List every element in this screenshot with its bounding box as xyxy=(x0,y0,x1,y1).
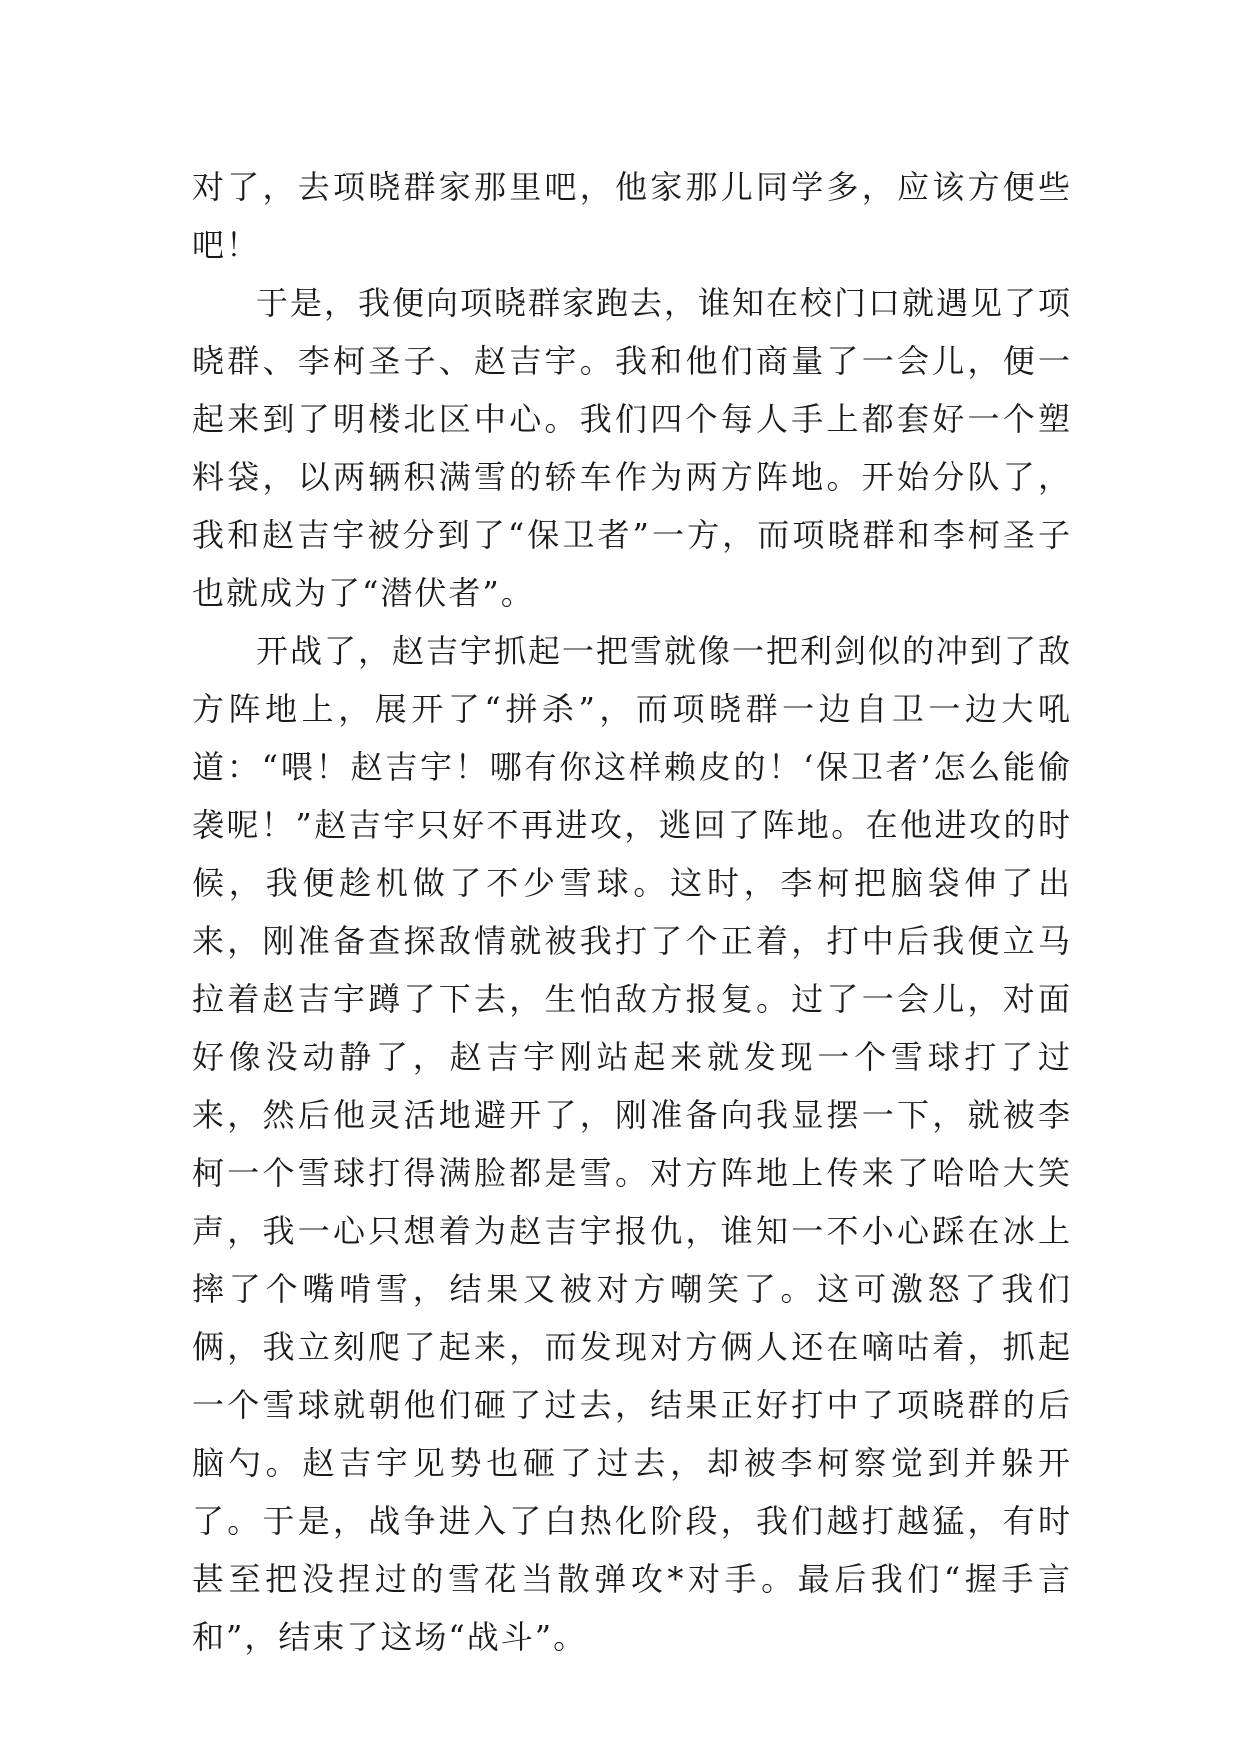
paragraph-2: 于是，我便向项晓群家跑去，谁知在校门口就遇见了项晓群、李柯圣子、赵吉宇。我和他们商量了一会儿，便一起来到了明楼北区中心。我们四个每人手上都套好一个塑料袋，以两辆积满雪的轿车作为两方阵地。开始分队了，我和赵吉宇被分到了“保卫者”一方，而项晓群和李柯圣子也就成为了“潜伏者”。 xyxy=(192,284,1073,612)
paragraph-1: 对了，去项晓群家那里吧，他家那儿同学多，应该方便些吧！ xyxy=(192,168,1072,264)
article-body xyxy=(192,158,1072,1666)
paragraph-3: 开战了，赵吉宇抓起一把雪就像一把利剑似的冲到了敌方阵地上，展开了“拼杀”，而项晓群一边自卫一边大吼道：“喂！赵吉宇！哪有你这样赖皮的！‘保卫者’怎么能偷袭呢！”赵吉宇只好不再进攻，逃回了阵地。在他进攻的时候，我便趁机做了不少雪球。这时，李柯把脑袋伸了出来，刚准备查探敌情就被我打了个正着，打中后我便立马拉着赵吉宇蹲了下去，生怕敌方报复。过了一会儿，对面好像没动静了，赵吉宇刚站起来就发现一个雪球打了过来，然后他灵活地避开了，刚准备向我显摆一下，就被李柯一个雪球打得满脸都是雪。对方阵地上传来了哈哈大笑声，我一心只想着为赵吉宇报仇，谁知一不小心踩在冰上摔了个嘴啃雪，结果又被对方嘲笑了。这可激怒了我们俩，我立刻爬了起来，而发现对方俩人还在嘀咕着，抓起一个雪球就朝他们砸了过去，结果正好打中了项晓群的后脑勺。赵吉宇见势也砸了过去，却被李柯察觉到并躲开了。于是，战争进入了白热化阶段，我们越打越猛，有时甚至把没捏过的雪花当散弹攻*对手。最后我们“握手言和”，结束了这场“战斗”。 xyxy=(192,632,1073,1656)
